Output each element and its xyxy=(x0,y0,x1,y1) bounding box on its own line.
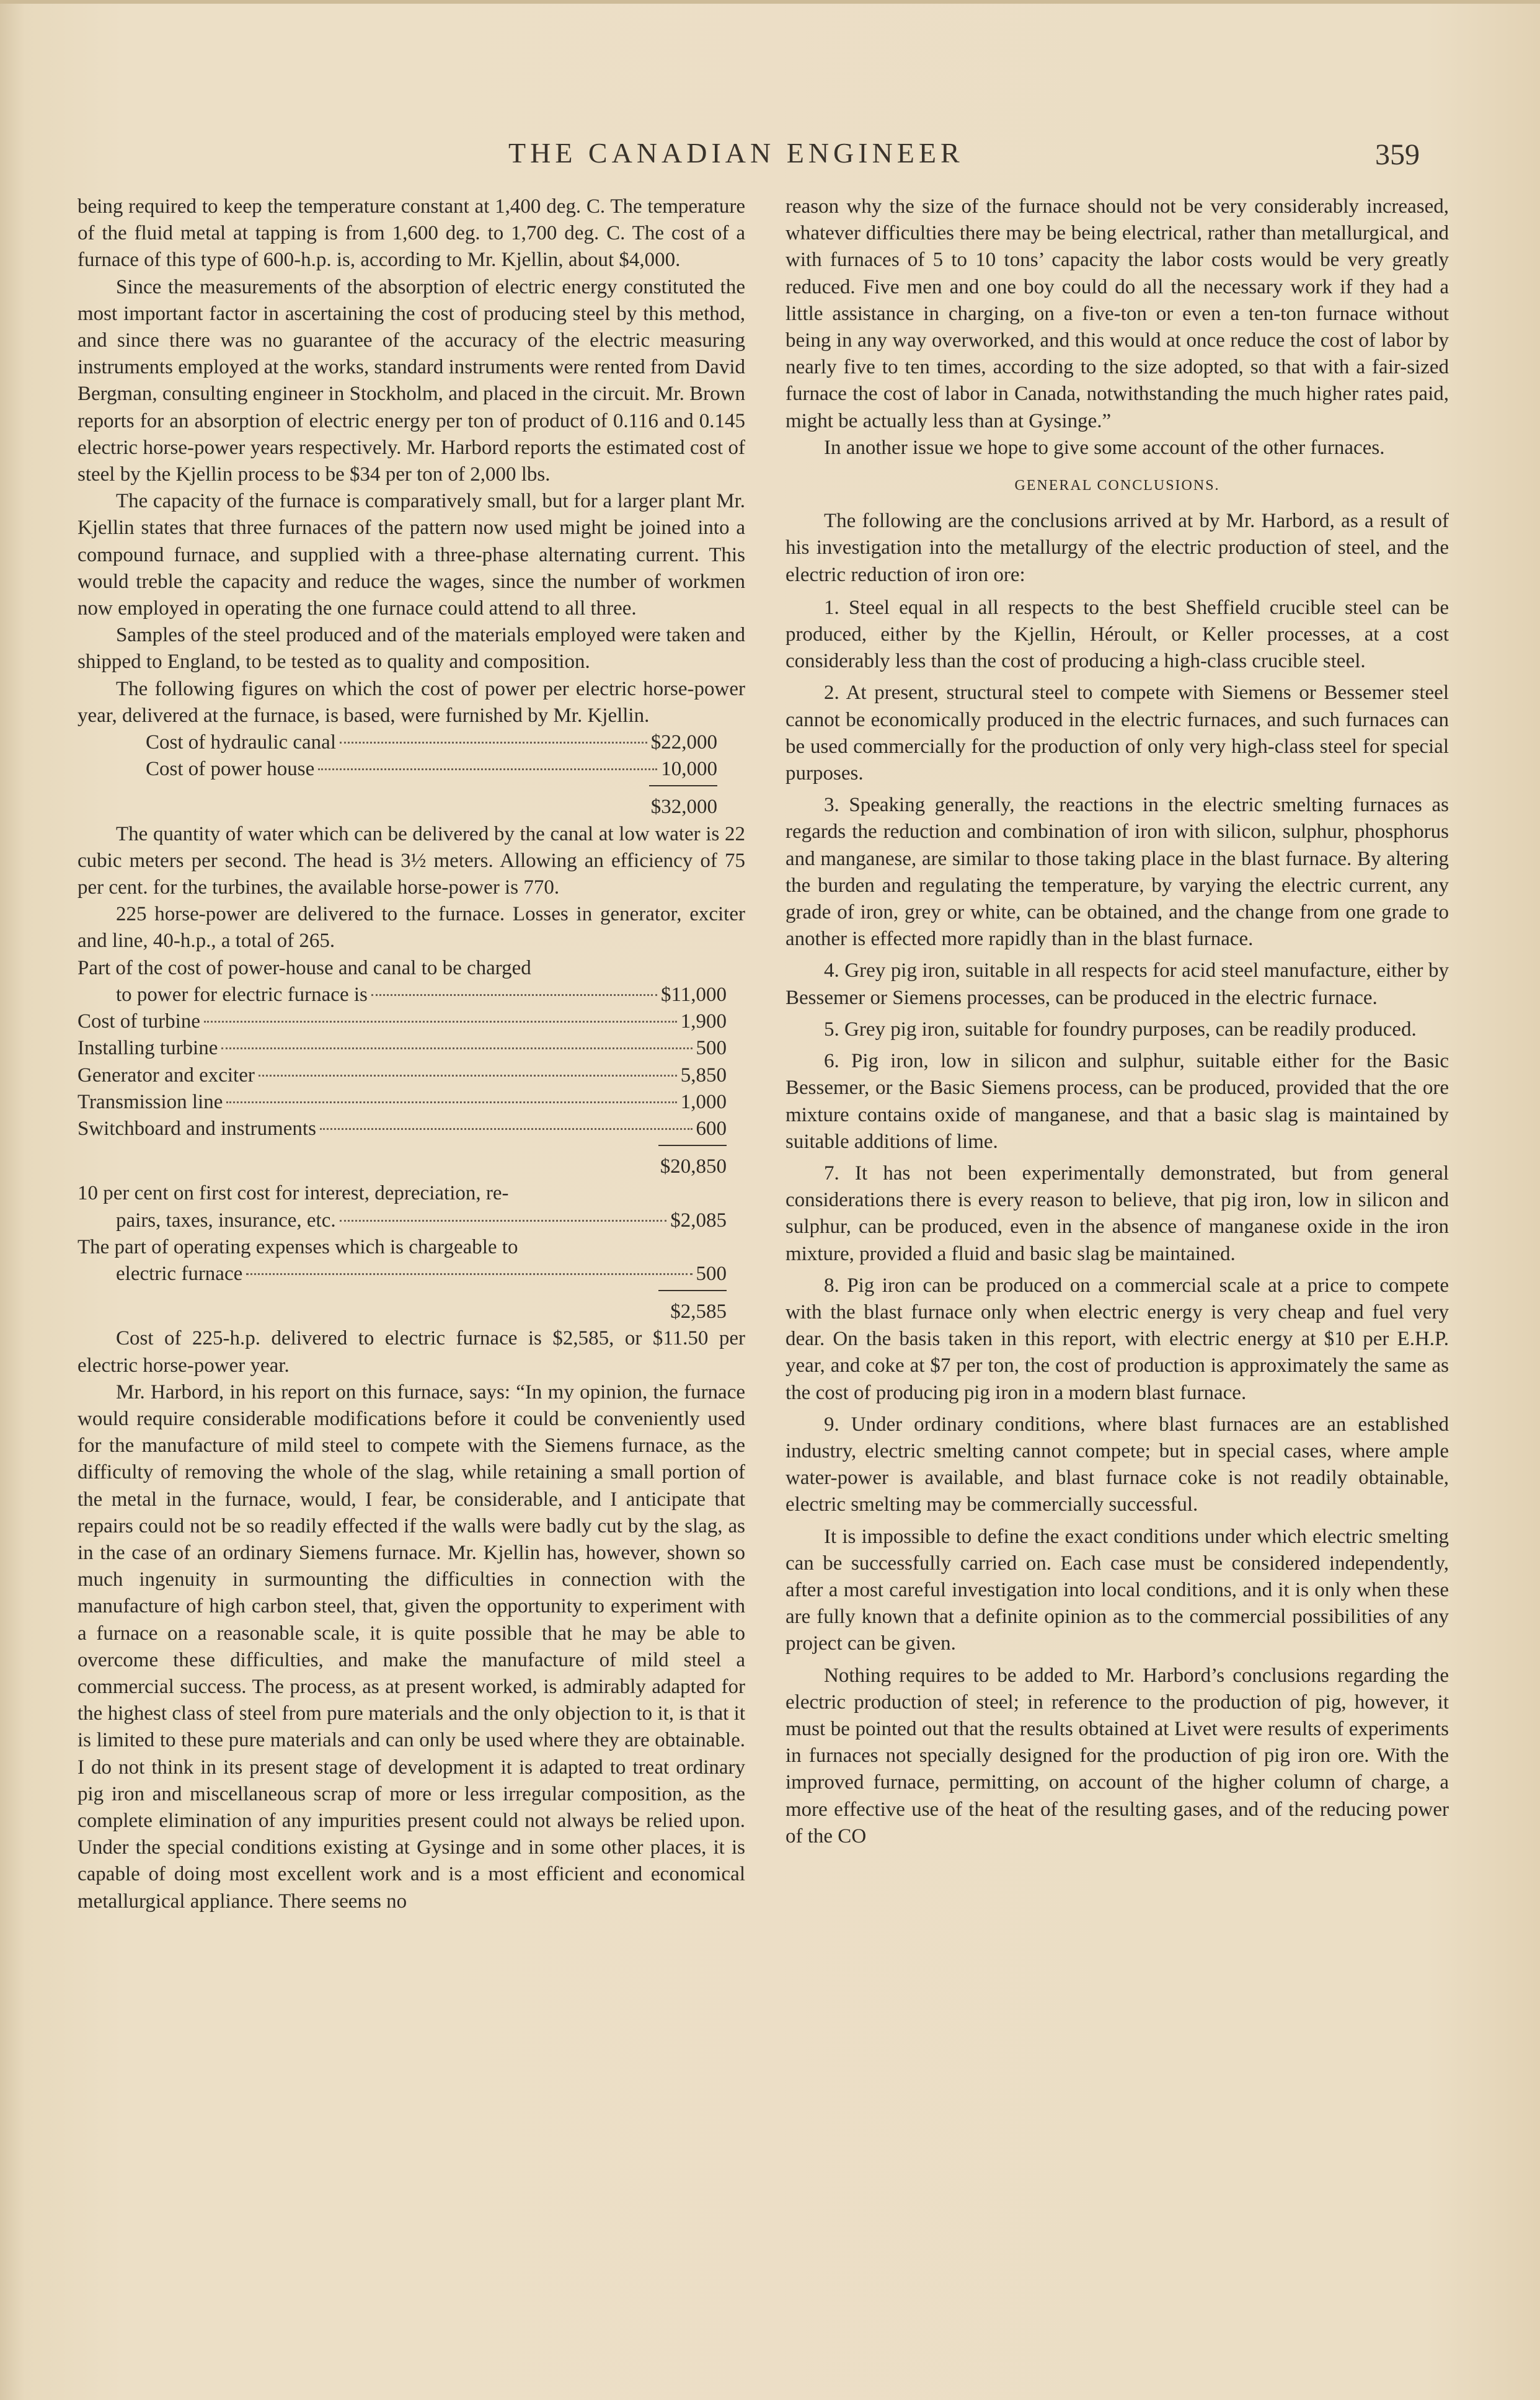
paragraph: 225 horse-power are delivered to the furnace. Losses in generator, exciter and line, 40-h.p., a total of 265. xyxy=(77,903,745,953)
row-amount: 5,850 xyxy=(680,1064,727,1087)
leader-dots xyxy=(318,768,657,770)
sum-rule xyxy=(658,1145,727,1146)
paragraph: The quantity of water which can be delivered by the canal at low water is 22 cubic meters per second. The head is 3½ meters. Allowing an efficiency of 75 per cent. for the turbines, the available horse-power is 770. xyxy=(77,822,745,899)
table-row xyxy=(77,1008,727,1035)
top-edge xyxy=(0,0,1540,4)
leader-dots xyxy=(204,1021,677,1023)
table-row xyxy=(77,982,727,1008)
row-label: Cost of power house xyxy=(146,758,315,781)
paragraph: Since the measurements of the absorption of electric energy constituted the most important factor in ascertaining the cost of producing steel by this method, and since there was no guarantee of the accuracy of the electric measuring instruments employed at the works, standard instruments were rented from David Bergman, consulting engineer in Stockholm, and placed in the circuit. Mr. Brown reports for an absorption of electric energy per ton of product of 0.116 and 0.145 electric horse-power years respectively. Mr. Harbord reports the estimated cost of steel by the Kjellin process to be $34 per ton of 2,000 lbs. xyxy=(77,275,745,486)
table-row xyxy=(77,1062,727,1089)
row-label: Installing turbine xyxy=(77,1037,218,1060)
row-amount: 10,000 xyxy=(661,758,717,781)
table-row xyxy=(77,1116,727,1142)
table-row xyxy=(77,756,717,783)
row-amount: $2,085 xyxy=(670,1209,727,1232)
sum-rule xyxy=(658,1290,727,1291)
row-label: Cost of hydraulic canal xyxy=(146,731,336,754)
cost-table-power xyxy=(77,729,745,821)
left-column xyxy=(77,193,745,1915)
conclusion-item: 3. Speaking generally, the reactions in the electric smelting furnaces as regards the reduction and combination of iron with silicon, sulphur, phosphorus and manganese, are similar to those taking place in the blast furnace. By altering the burden and regulating the temperature, by varying the electric current, any grade of iron, grey or white, can be obtained, and the change from one grade to another is effected more rapidly than in the blast furnace. xyxy=(785,794,1449,951)
table-row xyxy=(77,1089,727,1116)
row-amount: 600 xyxy=(696,1117,727,1140)
paragraph: Mr. Harbord, in his report on this furnace, says: “In my opinion, the furnace would require considerable modifications before it could be conveniently used for the manufacture of mild steel to compete with the Siemens furnace, as the difficulty of removing the whole of the slag, while retaining a small portion of the metal in the furnace, would, I fear, be considerable, and I anticipate that repairs could not be so readily effected if the walls were badly cut by the slag, as in the case of an ordinary Siemens furnace. Mr. Kjellin has, however, shown so much ingenuity in surmounting the difficulties in connection with the manufacture of high carbon steel, that, given the opportunity to experiment with a furnace on a reasonable scale, it is quite possible that he may be able to overcome these difficulties, and make the manufacture of mild steel a commercial success. The process, as at present worked, is admirably adapted for the highest class of steel from pure materials and the only objection to it, is that it is limited to these pure materials and can only be used where they are obtainable. I do not think in its present stage of development it is adapted to treat ordinary pig iron and miscellaneous scrap of more or less irregular composition, as the complete elimination of any impurities present could not always be relied upon. Under the special conditions existing at Gysinge and in some other places, it is capable of doing most excellent work and is a most efficient and economical metallurgical appliance. There seems no xyxy=(77,1380,745,1913)
table-row xyxy=(77,1261,727,1287)
paragraph: The following figures on which the cost of power per electric horse-power year, delivered at the furnace, is based, were furnished by Mr. Kjellin. xyxy=(77,677,745,727)
row-label: Transmission line xyxy=(77,1090,223,1113)
leader-dots xyxy=(340,742,647,744)
paragraph: being required to keep the temperature constant at 1,400 deg. C. The temperature of the fluid metal at tapping is from 1,600 deg. to 1,700 deg. C. The cost of a furnace of this type of 600-h.p. is, according to Mr. Kjellin, about $4,000. xyxy=(77,195,745,272)
conclusion-item: 6. Pig iron, low in silicon and sulphur, suitable either for the Basic Bessemer, or the Basic Siemens process, can be produced, provided that the ore mixture contains oxide of manganese, and that a basic slag is maintained by suitable additions of lime. xyxy=(785,1050,1449,1153)
row-label: electric furnace xyxy=(116,1262,243,1285)
conclusion-item: 9. Under ordinary conditions, where blast furnaces are an established industry, electric smelting cannot compete; but in special cases, where ample water-power is available, and blast furnace coke is not readily obtainable, electric smelting may be commercially successful. xyxy=(785,1413,1449,1516)
leader-dots xyxy=(259,1075,677,1077)
right-column xyxy=(785,193,1449,1855)
cost-table-furnace xyxy=(77,955,745,1326)
row-label: pairs, taxes, insurance, etc. xyxy=(116,1209,336,1232)
table-intro: Part of the cost of power-house and canal to be charged xyxy=(77,956,531,979)
leader-dots xyxy=(246,1273,692,1275)
table-total: $32,000 xyxy=(650,796,717,819)
row-label: Generator and exciter xyxy=(77,1064,255,1087)
conclusion-item: 7. It has not been experimentally demonstrated, but from general considerations there is every reason to believe, that pig iron, low in silicon and sulphur, can be produced, even in the absence of manganese oxide in the iron mixture, provided a fluid and basic slag be maintained. xyxy=(785,1162,1449,1265)
row-label: Switchboard and instruments xyxy=(77,1117,316,1140)
table-line: 10 per cent on first cost for interest, depreciation, re- xyxy=(77,1182,509,1205)
row-label: to power for electric furnace is xyxy=(116,983,368,1006)
row-amount: 500 xyxy=(696,1037,727,1060)
paragraph: Nothing requires to be added to Mr. Harbord’s conclusions regarding the electric production of steel; in reference to the production of pig, however, it must be pointed out that the results obtained at Livet were results of experiments in furnaces not specially designed for the production of pig iron ore. With the improved furnace, permitting, on account of the higher column of charge, a more effective use of the heat of the resulting gases, and of the reducing power of the CO xyxy=(785,1664,1449,1847)
table-row xyxy=(77,1207,727,1234)
table-subtotal: $20,850 xyxy=(660,1155,727,1178)
table-line: The part of operating expenses which is chargeable to xyxy=(77,1235,518,1258)
leader-dots xyxy=(221,1047,692,1049)
conclusion-item: 1. Steel equal in all respects to the best Sheffield crucible steel can be produced, either by the Kjellin, Héroult, or Keller processes, at a cost considerably less than the cost of producing a high-class crucible steel. xyxy=(785,596,1449,673)
table-total: $2,585 xyxy=(670,1300,727,1323)
table-row xyxy=(77,729,717,756)
conclusion-item: 2. At present, structural steel to compete with Siemens or Bessemer steel cannot be economically produced in the electric furnaces, and such furnaces can be used commercially for the production of only very high-class steel for special purposes. xyxy=(785,682,1449,785)
page-number: 359 xyxy=(1375,138,1420,171)
row-amount: $11,000 xyxy=(660,983,727,1006)
conclusion-item: 4. Grey pig iron, suitable in all respects for acid steel manufacture, either by Bessemer or Siemens processes, can be produced in the electric furnace. xyxy=(785,959,1449,1009)
section-heading: GENERAL CONCLUSIONS. xyxy=(1014,478,1220,494)
sum-rule xyxy=(649,785,717,786)
paragraph: It is impossible to define the exact conditions under which electric smelting can be successfully carried on. Each case must be considered independently, after a most careful investigation into local conditions, and it is only when these are fully known that a definite opinion as to the commercial possibilities of any project can be given. xyxy=(785,1525,1449,1655)
leader-dots xyxy=(340,1220,667,1222)
leader-dots xyxy=(371,994,657,996)
paragraph: The capacity of the furnace is comparatively small, but for a larger plant Mr. Kjellin states that three furnaces of the pattern now used might be joined into a compound furnace, and supplied with a three-phase alternating current. This would treble the capacity and reduce the wages, since the number of workmen now employed in operating the one furnace could attend to all three. xyxy=(77,490,745,620)
table-row xyxy=(77,1035,727,1062)
row-amount: $22,000 xyxy=(650,731,717,754)
leader-dots xyxy=(226,1101,676,1103)
row-label: Cost of turbine xyxy=(77,1010,200,1033)
leader-dots xyxy=(320,1128,693,1130)
row-amount: 1,900 xyxy=(680,1010,727,1033)
row-amount: 1,000 xyxy=(680,1090,727,1113)
running-header: THE CANADIAN ENGINEER xyxy=(508,137,964,169)
paragraph: The following are the conclusions arrived at by Mr. Harbord, as a result of his investigation into the metallurgy of the electric production of steel, and the electric reduction of iron ore: xyxy=(785,510,1449,586)
paragraph: In another issue we hope to give some account of the other furnaces. xyxy=(824,436,1385,459)
paragraph: Samples of the steel produced and of the materials employed were taken and shipped to England, to be tested as to quality and composition. xyxy=(77,624,745,673)
paragraph: Cost of 225-h.p. delivered to electric furnace is $2,585, or $11.50 per electric horse-power year. xyxy=(77,1327,745,1377)
row-amount: 500 xyxy=(696,1262,727,1285)
paragraph: reason why the size of the furnace should not be very considerably increased, whatever difficulties there may be being electrical, rather than metallurgical, and with furnaces of 5 to 10 tons’ capacity the labor costs would be very greatly reduced. Five men and one boy could do all the necessary work if they had a little assistance in charging, on a five-ton or even a ten-ton furnace without being in any way overworked, and this would at once reduce the cost of labor by nearly five to ten times, according to the size adopted, so that with a fair-sized furnace the cost of labor in Canada, notwithstanding the much higher rates paid, might be actually less than at Gysinge.” xyxy=(785,195,1449,432)
conclusion-item: 8. Pig iron can be produced on a commercial scale at a price to compete with the blast furnace only when electric energy is very cheap and fuel very dear. On the basis taken in this report, with electric energy at $10 per E.H.P. year, and coke at $7 per ton, the cost of production is approximately the same as the cost of producing pig iron in a modern blast furnace. xyxy=(785,1274,1449,1404)
conclusion-item: 5. Grey pig iron, suitable for foundry purposes, can be readily produced. xyxy=(824,1018,1417,1041)
